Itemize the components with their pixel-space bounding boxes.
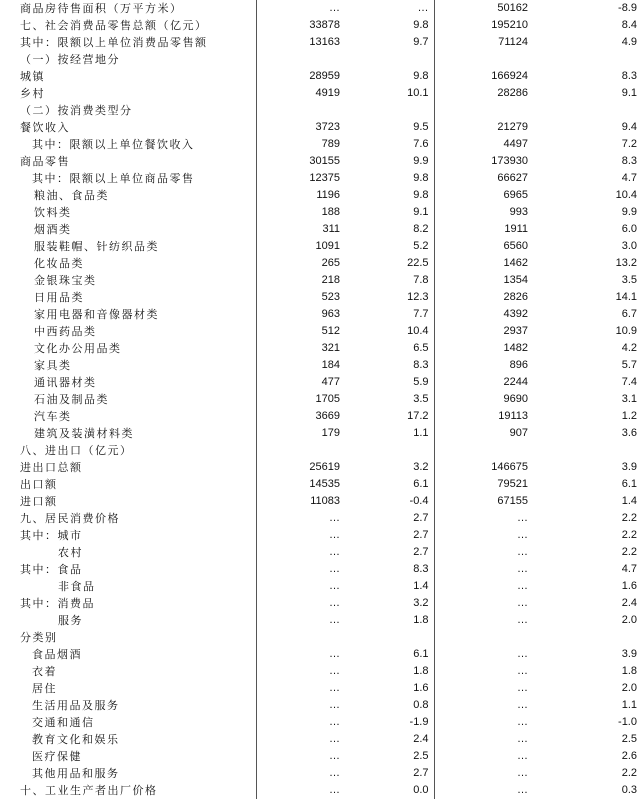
current-month-value: … <box>256 765 343 782</box>
current-month-growth: 10.4 <box>407 325 429 337</box>
row-label: 其中：消费品 <box>20 597 95 610</box>
cumulative-growth: 6.1 <box>621 478 637 490</box>
row-label: 进出口总额 <box>20 461 83 474</box>
current-month-value: 13163 <box>256 34 343 51</box>
current-month-growth: 7.8 <box>413 274 429 286</box>
table-row <box>0 374 642 391</box>
cumulative-value: 1462 <box>434 255 532 272</box>
cumulative-growth: 3.9 <box>621 461 637 473</box>
cumulative-growth: -8.9 <box>618 2 637 14</box>
cumulative-value: … <box>434 714 532 731</box>
table-row <box>0 612 642 629</box>
current-month-growth: 2.7 <box>413 546 429 558</box>
current-month-growth: 2.7 <box>413 767 429 779</box>
cumulative-growth: 7.4 <box>621 376 637 388</box>
row-label: 分类别 <box>20 631 58 644</box>
current-month-growth <box>343 629 434 646</box>
cumulative-growth: 3.9 <box>621 648 637 660</box>
current-month-value: 1091 <box>256 238 343 255</box>
table-row <box>0 646 642 663</box>
cumulative-growth: 10.4 <box>615 189 637 201</box>
cumulative-growth: 2.4 <box>621 597 637 609</box>
table-row <box>0 459 642 476</box>
row-label: 交通和通信 <box>32 716 95 729</box>
current-month-value: … <box>256 697 343 714</box>
cumulative-value: 4392 <box>434 306 532 323</box>
cumulative-growth: 2.2 <box>621 546 637 558</box>
cumulative-growth: 4.2 <box>621 342 637 354</box>
current-month-growth: 1.6 <box>413 682 429 694</box>
table-row <box>0 663 642 680</box>
table-row <box>0 765 642 782</box>
cumulative-value: 896 <box>434 357 532 374</box>
table-row <box>0 595 642 612</box>
table-row <box>0 391 642 408</box>
current-month-value: 11083 <box>256 493 343 510</box>
cumulative-growth: 1.6 <box>621 580 637 592</box>
row-label: 中西药品类 <box>34 325 97 338</box>
cumulative-value: 6560 <box>434 238 532 255</box>
cumulative-value: 21279 <box>434 119 532 136</box>
current-month-growth: 3.5 <box>413 393 429 405</box>
row-label: 家具类 <box>34 359 72 372</box>
cumulative-value: … <box>434 561 532 578</box>
row-label: 出口额 <box>20 478 58 491</box>
current-month-growth: 5.9 <box>413 376 429 388</box>
cumulative-growth: 8.3 <box>621 155 637 167</box>
current-month-value: 1705 <box>256 391 343 408</box>
table-row <box>0 476 642 493</box>
cumulative-value: 4497 <box>434 136 532 153</box>
current-month-growth: 8.2 <box>413 223 429 235</box>
current-month-growth: 2.7 <box>413 529 429 541</box>
cumulative-value: 907 <box>434 425 532 442</box>
row-label: 居住 <box>32 682 57 695</box>
row-label: 其中：限额以上单位商品零售 <box>32 172 195 185</box>
cumulative-growth: 2.2 <box>621 767 637 779</box>
current-month-growth <box>343 442 434 459</box>
current-month-value: … <box>256 0 343 17</box>
current-month-value: … <box>256 561 343 578</box>
current-month-value: 523 <box>256 289 343 306</box>
row-label: 商品房待售面积（万平方米） <box>20 2 183 15</box>
current-month-value: … <box>256 578 343 595</box>
row-label: 化妆品类 <box>34 257 84 270</box>
cumulative-growth: 10.9 <box>615 325 637 337</box>
table-row <box>0 306 642 323</box>
current-month-growth: 8.3 <box>413 563 429 575</box>
current-month-growth: 17.2 <box>407 410 429 422</box>
cumulative-value: … <box>434 544 532 561</box>
current-month-value: … <box>256 527 343 544</box>
current-month-growth: 22.5 <box>407 257 429 269</box>
row-label: 建筑及装潢材料类 <box>34 427 134 440</box>
table-row <box>0 425 642 442</box>
current-month-growth: -0.4 <box>409 495 429 507</box>
table-row <box>0 561 642 578</box>
row-label: 十、工业生产者出厂价格 <box>20 784 158 797</box>
row-label: 八、进出口（亿元） <box>20 444 133 457</box>
cumulative-growth: 4.9 <box>621 36 637 48</box>
cumulative-growth: 6.7 <box>621 308 637 320</box>
cumulative-growth: 1.8 <box>621 665 637 677</box>
row-label: 服装鞋帽、针纺织品类 <box>34 240 159 253</box>
current-month-value: 1196 <box>256 187 343 204</box>
table-row <box>0 34 642 51</box>
current-month-growth: 8.3 <box>413 359 429 371</box>
current-month-growth: 0.8 <box>413 699 429 711</box>
row-label: 农村 <box>58 546 83 559</box>
current-month-growth: 9.5 <box>413 121 429 133</box>
table-row <box>0 170 642 187</box>
row-label: 文化办公用品类 <box>34 342 122 355</box>
current-month-value <box>256 629 343 646</box>
table-row <box>0 0 642 17</box>
cumulative-growth: 2.6 <box>621 750 637 762</box>
table-row <box>0 51 642 68</box>
current-month-growth: 9.8 <box>413 189 429 201</box>
table-row <box>0 136 642 153</box>
current-month-growth: 12.3 <box>407 291 429 303</box>
cumulative-growth: 1.4 <box>621 495 637 507</box>
cumulative-value: 2244 <box>434 374 532 391</box>
cumulative-growth: 1.2 <box>621 410 637 422</box>
row-label: 汽车类 <box>34 410 72 423</box>
cumulative-growth: 4.7 <box>621 563 637 575</box>
current-month-growth <box>343 102 434 119</box>
cumulative-value: … <box>434 595 532 612</box>
table-row <box>0 697 642 714</box>
table-row <box>0 629 642 646</box>
current-month-value: 3723 <box>256 119 343 136</box>
cumulative-value: … <box>434 680 532 697</box>
current-month-value: … <box>256 663 343 680</box>
current-month-value: 184 <box>256 357 343 374</box>
current-month-growth: 9.7 <box>413 36 429 48</box>
row-label: 服务 <box>58 614 83 627</box>
current-month-growth: 9.9 <box>413 155 429 167</box>
cumulative-growth: 2.0 <box>621 614 637 626</box>
cumulative-value: … <box>434 782 532 799</box>
row-label: 其中：食品 <box>20 563 83 576</box>
table-row <box>0 119 642 136</box>
current-month-growth: 1.4 <box>413 580 429 592</box>
cumulative-growth: 3.6 <box>621 427 637 439</box>
cumulative-growth: 6.0 <box>621 223 637 235</box>
row-label: 食品烟酒 <box>32 648 82 661</box>
cumulative-growth: 3.5 <box>621 274 637 286</box>
cumulative-value: 2826 <box>434 289 532 306</box>
table-row <box>0 731 642 748</box>
current-month-value: 14535 <box>256 476 343 493</box>
current-month-value: 12375 <box>256 170 343 187</box>
current-month-growth: 7.6 <box>413 138 429 150</box>
cumulative-value: 166924 <box>434 68 532 85</box>
current-month-growth <box>343 51 434 68</box>
current-month-growth: 9.8 <box>413 19 429 31</box>
current-month-value: 265 <box>256 255 343 272</box>
table-row <box>0 272 642 289</box>
table-row <box>0 17 642 34</box>
cumulative-value: 993 <box>434 204 532 221</box>
cumulative-value <box>434 102 532 119</box>
cumulative-value <box>434 51 532 68</box>
cumulative-growth: 0.3 <box>621 784 637 796</box>
cumulative-value: … <box>434 697 532 714</box>
cumulative-value: … <box>434 612 532 629</box>
row-label: 其中：限额以上单位餐饮收入 <box>32 138 195 151</box>
cumulative-growth: 3.1 <box>621 393 637 405</box>
table-row <box>0 544 642 561</box>
cumulative-value: 28286 <box>434 85 532 102</box>
row-label: 乡村 <box>20 87 45 100</box>
current-month-value: 28959 <box>256 68 343 85</box>
current-month-growth: 2.4 <box>413 733 429 745</box>
row-label: 城镇 <box>20 70 45 83</box>
current-month-value: … <box>256 646 343 663</box>
current-month-value: … <box>256 748 343 765</box>
table-row <box>0 527 642 544</box>
row-label: 进口额 <box>20 495 58 508</box>
row-label: 医疗保健 <box>32 750 82 763</box>
current-month-growth: 9.8 <box>413 172 429 184</box>
table-row <box>0 85 642 102</box>
table-row <box>0 357 642 374</box>
cumulative-growth <box>532 51 642 68</box>
row-label: 粮油、食品类 <box>34 189 109 202</box>
row-label: 其中：城市 <box>20 529 83 542</box>
cumulative-growth: -1.0 <box>618 716 637 728</box>
current-month-growth: 1.8 <box>413 614 429 626</box>
cumulative-growth <box>532 102 642 119</box>
table-row <box>0 578 642 595</box>
current-month-value: 963 <box>256 306 343 323</box>
current-month-value: … <box>256 731 343 748</box>
row-label: 七、社会消费品零售总额（亿元） <box>20 19 208 32</box>
cumulative-value: 2937 <box>434 323 532 340</box>
cumulative-growth: 1.1 <box>621 699 637 711</box>
current-month-growth: 5.2 <box>413 240 429 252</box>
cumulative-value: 66627 <box>434 170 532 187</box>
current-month-value: … <box>256 782 343 799</box>
table-row <box>0 238 642 255</box>
current-month-growth: 6.1 <box>413 648 429 660</box>
cumulative-growth: 2.2 <box>621 529 637 541</box>
current-month-value: … <box>256 510 343 527</box>
cumulative-growth: 5.7 <box>621 359 637 371</box>
row-label: （一）按经营地分 <box>20 53 120 66</box>
current-month-growth: 3.2 <box>413 461 429 473</box>
cumulative-growth: 9.4 <box>621 121 637 133</box>
table-row <box>0 408 642 425</box>
row-label: 商品零售 <box>20 155 70 168</box>
cumulative-growth: 4.7 <box>621 172 637 184</box>
cumulative-value: … <box>434 748 532 765</box>
current-month-value: 4919 <box>256 85 343 102</box>
cumulative-growth: 2.5 <box>621 733 637 745</box>
current-month-value <box>256 442 343 459</box>
current-month-growth: 1.1 <box>413 427 429 439</box>
table-row <box>0 493 642 510</box>
cumulative-value: … <box>434 663 532 680</box>
current-month-growth: 10.1 <box>407 87 429 99</box>
cumulative-growth: 2.0 <box>621 682 637 694</box>
table-row <box>0 68 642 85</box>
cumulative-growth <box>532 442 642 459</box>
cumulative-value: … <box>434 578 532 595</box>
table-row <box>0 714 642 731</box>
cumulative-value: 146675 <box>434 459 532 476</box>
cumulative-growth: 13.2 <box>615 257 637 269</box>
current-month-value: 789 <box>256 136 343 153</box>
cumulative-value <box>434 629 532 646</box>
table-row <box>0 442 642 459</box>
current-month-value: 3669 <box>256 408 343 425</box>
cumulative-growth <box>532 629 642 646</box>
cumulative-value: 50162 <box>434 0 532 17</box>
cumulative-value: 6965 <box>434 187 532 204</box>
current-month-value: … <box>256 680 343 697</box>
row-label: 生活用品及服务 <box>32 699 120 712</box>
cumulative-value: 19113 <box>434 408 532 425</box>
table-row <box>0 255 642 272</box>
cumulative-growth: 3.0 <box>621 240 637 252</box>
table-row <box>0 102 642 119</box>
row-label: 饮料类 <box>34 206 72 219</box>
current-month-growth: 3.2 <box>413 597 429 609</box>
row-label: 石油及制品类 <box>34 393 109 406</box>
cumulative-value: 9690 <box>434 391 532 408</box>
cumulative-growth: 9.9 <box>621 206 637 218</box>
cumulative-value: 1354 <box>434 272 532 289</box>
table-row <box>0 340 642 357</box>
cumulative-growth: 14.1 <box>615 291 637 303</box>
row-label: 九、居民消费价格 <box>20 512 120 525</box>
current-month-growth: 2.7 <box>413 512 429 524</box>
current-month-value: 321 <box>256 340 343 357</box>
cumulative-growth: 7.2 <box>621 138 637 150</box>
current-month-value: 30155 <box>256 153 343 170</box>
table-row <box>0 289 642 306</box>
current-month-growth: 2.5 <box>413 750 429 762</box>
row-label: 金银珠宝类 <box>34 274 97 287</box>
row-label: 烟酒类 <box>34 223 72 236</box>
table-row <box>0 153 642 170</box>
cumulative-value: … <box>434 765 532 782</box>
row-label: （二）按消费类型分 <box>20 104 133 117</box>
cumulative-growth: 2.2 <box>621 512 637 524</box>
cumulative-value: 173930 <box>434 153 532 170</box>
row-label: 衣着 <box>32 665 57 678</box>
current-month-value: 477 <box>256 374 343 391</box>
table-row <box>0 680 642 697</box>
cumulative-value: 79521 <box>434 476 532 493</box>
current-month-value: 33878 <box>256 17 343 34</box>
cumulative-growth: 8.3 <box>621 70 637 82</box>
current-month-value: 218 <box>256 272 343 289</box>
cumulative-value: 67155 <box>434 493 532 510</box>
table-row <box>0 782 642 799</box>
current-month-value: 512 <box>256 323 343 340</box>
current-month-value: … <box>256 714 343 731</box>
table-row <box>0 204 642 221</box>
cumulative-value: 1911 <box>434 221 532 238</box>
current-month-value: … <box>256 544 343 561</box>
row-label: 家用电器和音像器材类 <box>34 308 159 321</box>
table-row <box>0 748 642 765</box>
current-month-growth: 9.1 <box>413 206 429 218</box>
cumulative-growth: 9.1 <box>621 87 637 99</box>
cumulative-value <box>434 442 532 459</box>
current-month-growth: 1.8 <box>413 665 429 677</box>
current-month-value <box>256 102 343 119</box>
current-month-value: 25619 <box>256 459 343 476</box>
current-month-value: 311 <box>256 221 343 238</box>
table-row <box>0 187 642 204</box>
table-row <box>0 221 642 238</box>
row-label: 教育文化和娱乐 <box>32 733 120 746</box>
row-label: 通讯器材类 <box>34 376 97 389</box>
current-month-growth: 7.7 <box>413 308 429 320</box>
row-label: 日用品类 <box>34 291 84 304</box>
cumulative-value: 195210 <box>434 17 532 34</box>
current-month-value: … <box>256 595 343 612</box>
cumulative-value: … <box>434 527 532 544</box>
table-row <box>0 323 642 340</box>
row-label: 餐饮收入 <box>20 121 70 134</box>
current-month-growth: -1.9 <box>409 716 429 728</box>
current-month-growth: 6.1 <box>413 478 429 490</box>
row-label: 其中：限额以上单位消费品零售额 <box>20 36 208 49</box>
current-month-value: 179 <box>256 425 343 442</box>
cumulative-value: … <box>434 510 532 527</box>
current-month-value: … <box>256 612 343 629</box>
row-label: 非食品 <box>58 580 96 593</box>
table-row <box>0 510 642 527</box>
current-month-growth: 6.5 <box>413 342 429 354</box>
cumulative-value: 1482 <box>434 340 532 357</box>
current-month-growth: 0.0 <box>413 784 429 796</box>
current-month-value: 188 <box>256 204 343 221</box>
cumulative-growth: 8.4 <box>621 19 637 31</box>
current-month-growth: 9.8 <box>413 70 429 82</box>
cumulative-value: … <box>434 646 532 663</box>
current-month-growth: … <box>417 2 429 14</box>
current-month-value <box>256 51 343 68</box>
cumulative-value: 71124 <box>434 34 532 51</box>
cumulative-value: … <box>434 731 532 748</box>
row-label: 其他用品和服务 <box>32 767 120 780</box>
